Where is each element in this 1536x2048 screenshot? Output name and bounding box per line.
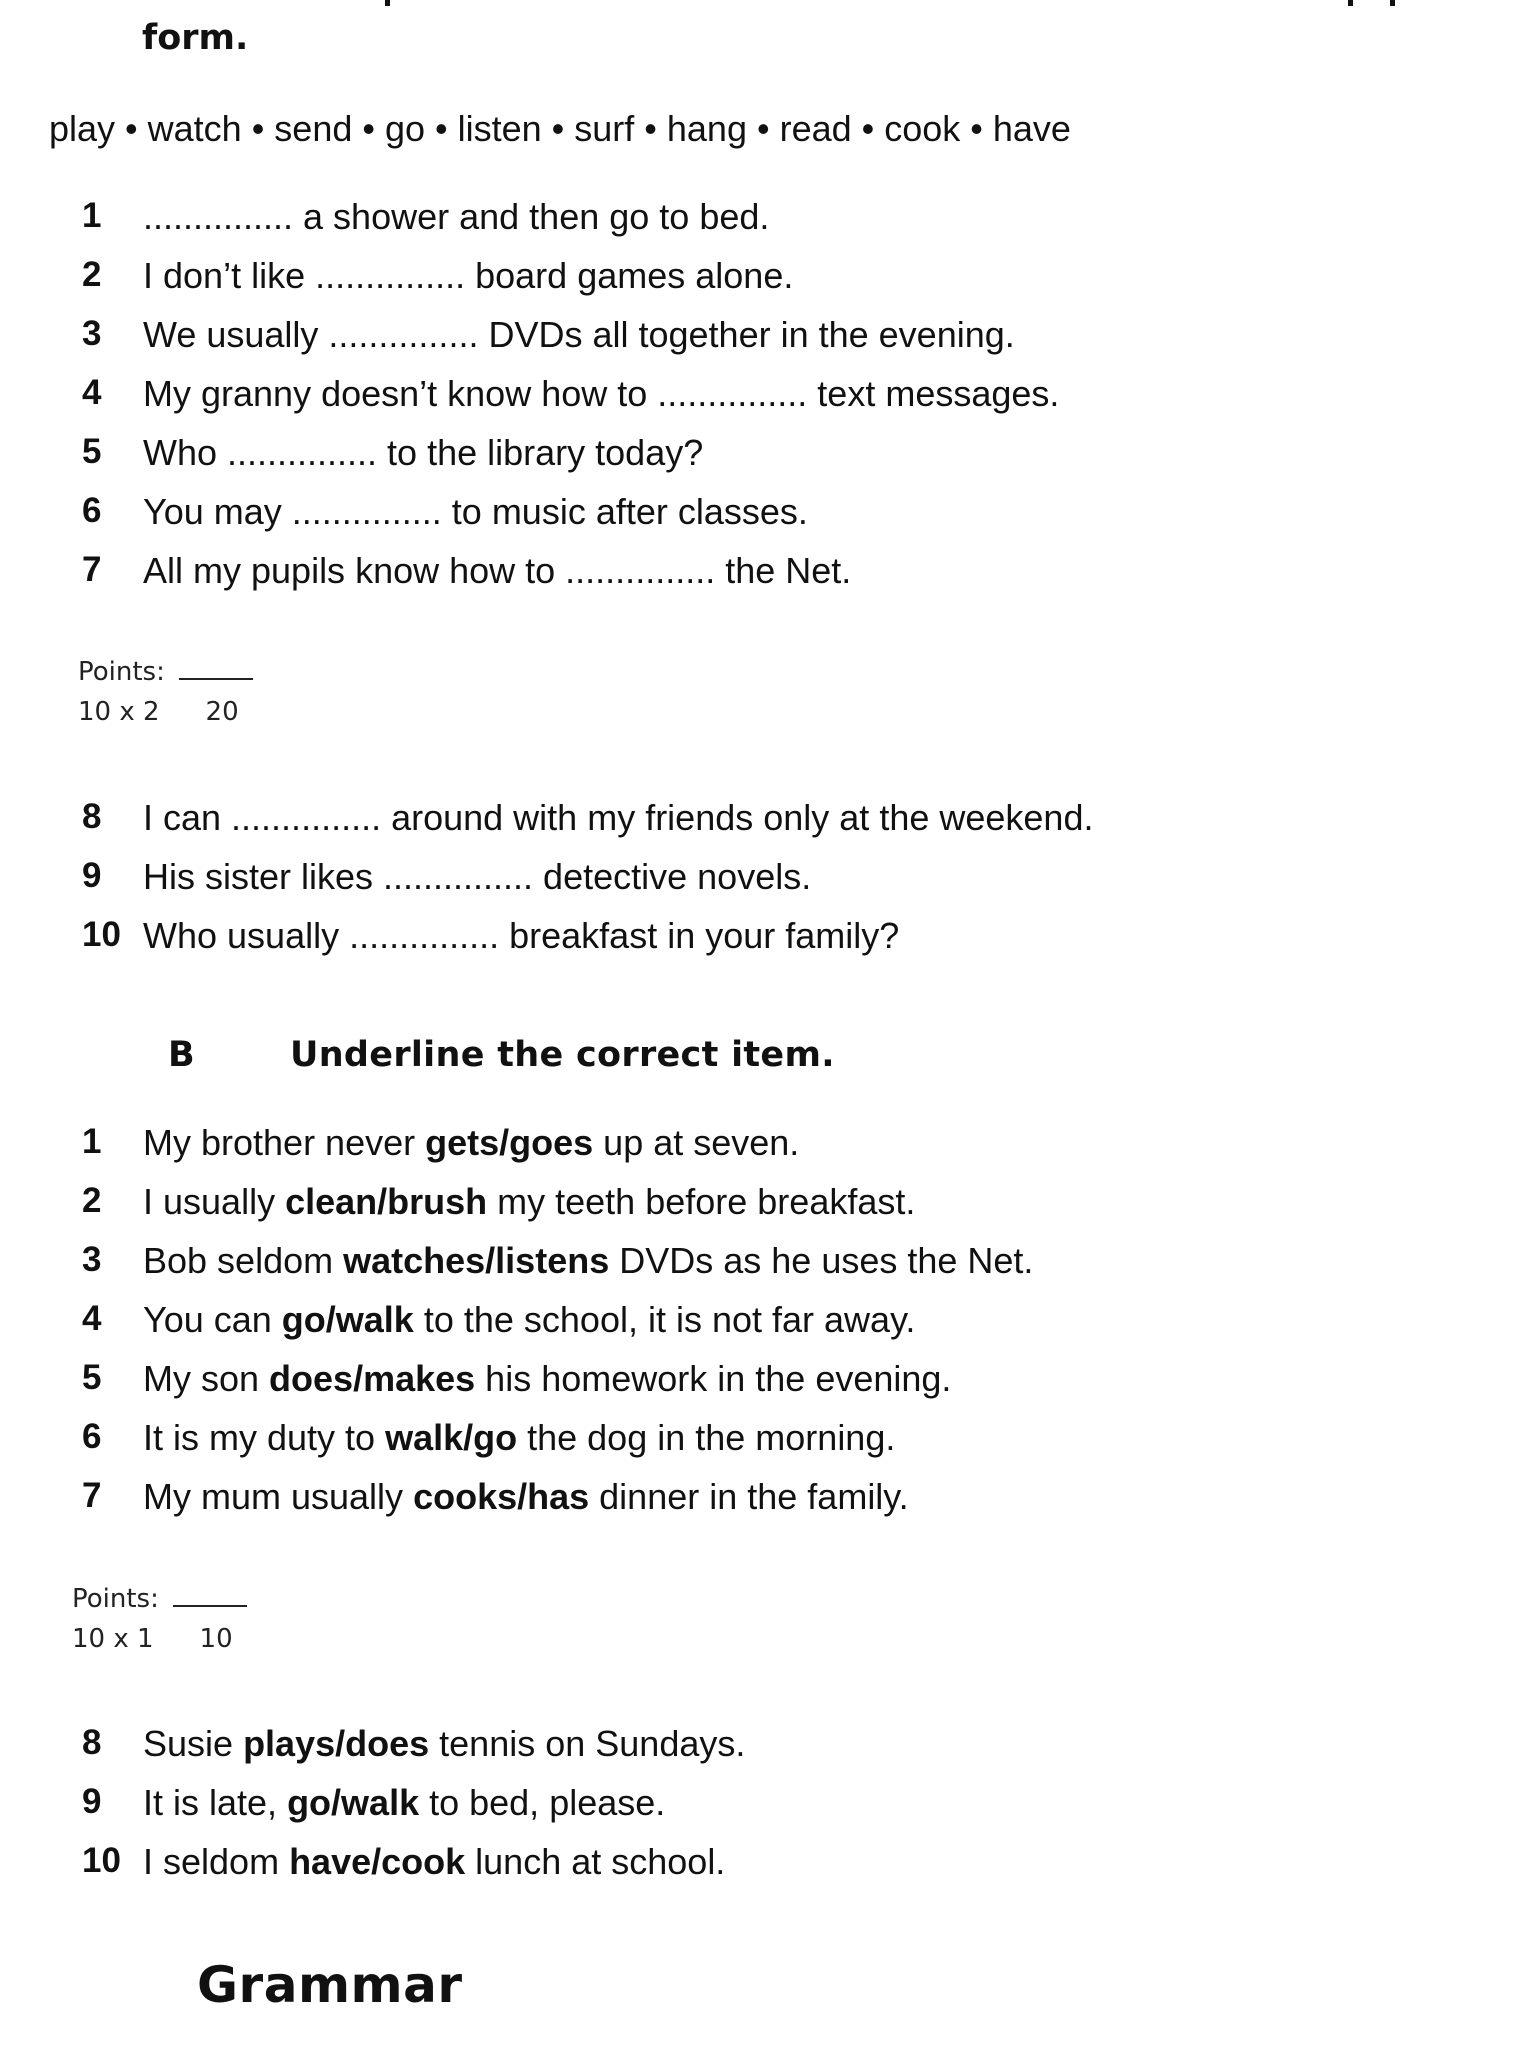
sentence-fragment: up at seven. (593, 1122, 800, 1163)
exercise-number: 1 (82, 196, 102, 235)
exercise-sentence (143, 196, 769, 238)
exercise-number: 10 (82, 915, 121, 954)
sentence-fragment: Who ............... to the library today? (143, 432, 704, 473)
sentence-fragment: My brother never (143, 1122, 426, 1163)
exercise-sentence (143, 1841, 725, 1883)
exercise-sentence (143, 1723, 745, 1765)
answer-choices[interactable]: does/makes (269, 1358, 476, 1399)
exercise-number: 8 (82, 1723, 102, 1762)
exercise-number: 6 (82, 1417, 102, 1456)
answer-choices[interactable]: plays/does (243, 1723, 430, 1764)
points-total: 20 (205, 697, 239, 727)
exercise-sentence (143, 915, 899, 957)
points-total: 10 (199, 1624, 233, 1654)
sentence-fragment: ............... a shower and then go to bed. (143, 196, 770, 237)
cropped-text-mark (1348, 0, 1353, 6)
sentence-fragment: Susie (143, 1723, 244, 1764)
exercise-number: 8 (82, 797, 102, 836)
sentence-fragment: His sister likes ............... detective novels. (143, 856, 812, 897)
exercise-number: 2 (82, 255, 102, 294)
exercise-sentence (143, 1181, 915, 1223)
section-b-title: Underline the correct item. (290, 1035, 835, 1075)
sentence-fragment: I seldom (143, 1841, 290, 1882)
answer-choices[interactable]: walk/go (385, 1417, 518, 1458)
points-box-b (72, 1579, 247, 1659)
answer-choices[interactable]: gets/goes (425, 1122, 594, 1163)
sentence-fragment: You may ............... to music after classes. (143, 491, 808, 532)
sentence-fragment: I don’t like ............... board games alone. (143, 255, 794, 296)
sentence-fragment: dinner in the family. (589, 1476, 909, 1517)
sentence-fragment: It is late, (143, 1782, 288, 1823)
exercise-number: 4 (82, 1299, 102, 1338)
exercise-number: 4 (82, 373, 102, 412)
answer-choices[interactable]: watches/listens (343, 1240, 610, 1281)
word-box: play • watch • send • go • listen • surf • hang • read • cook • have (49, 108, 1071, 149)
grammar-heading: Grammar (197, 1956, 463, 2014)
cropped-text-mark (385, 0, 390, 6)
sentence-fragment: tennis on Sundays. (429, 1723, 746, 1764)
section-a-heading-tail: form. (142, 18, 249, 58)
cropped-text-mark (1390, 0, 1395, 6)
exercise-sentence (143, 255, 793, 297)
sentence-fragment: My son (143, 1358, 270, 1399)
sentence-fragment: It is my duty to (143, 1417, 386, 1458)
exercise-sentence (143, 856, 811, 898)
exercise-number: 3 (82, 314, 102, 353)
points-formula: 10 x 2 (78, 697, 160, 727)
points-formula: 10 x 1 (72, 1624, 154, 1654)
points-box-a (78, 652, 253, 732)
exercise-sentence (143, 550, 851, 592)
points-label: Points: (72, 1584, 159, 1614)
exercise-number: 7 (82, 550, 102, 589)
sentence-fragment: lunch at school. (465, 1841, 726, 1882)
sentence-fragment: I can ............... around with my friends only at the weekend. (143, 797, 1094, 838)
exercise-sentence (143, 1358, 951, 1400)
exercise-number: 3 (82, 1240, 102, 1279)
exercise-sentence (143, 1240, 1033, 1282)
sentence-fragment: I usually (143, 1181, 286, 1222)
exercise-sentence (143, 1782, 665, 1824)
sentence-fragment: You can (143, 1299, 282, 1340)
exercise-sentence (143, 1417, 895, 1459)
section-b-letter: B (168, 1035, 195, 1075)
sentence-fragment: the dog in the morning. (517, 1417, 896, 1458)
sentence-fragment: All my pupils know how to ............... the Net. (143, 550, 852, 591)
exercise-number: 5 (82, 1358, 102, 1397)
points-label: Points: (78, 657, 165, 687)
sentence-fragment: My mum usually (143, 1476, 414, 1517)
sentence-fragment: My granny doesn’t know how to ............... text messages. (143, 373, 1060, 414)
points-blank[interactable] (179, 658, 253, 680)
answer-choices[interactable]: go/walk (287, 1782, 420, 1823)
answer-choices[interactable]: have/cook (289, 1841, 466, 1882)
exercise-sentence (143, 491, 808, 533)
exercise-sentence (143, 314, 1015, 356)
sentence-fragment: to the school, it is not far away. (413, 1299, 916, 1340)
points-blank[interactable] (173, 1585, 247, 1607)
exercise-number: 9 (82, 1782, 102, 1821)
sentence-fragment: DVDs as he uses the Net. (609, 1240, 1034, 1281)
exercise-sentence (143, 373, 1059, 415)
exercise-number: 9 (82, 856, 102, 895)
sentence-fragment: my teeth before breakfast. (487, 1181, 916, 1222)
exercise-sentence (143, 797, 1093, 839)
exercise-sentence (143, 1122, 799, 1164)
sentence-fragment: to bed, please. (419, 1782, 666, 1823)
exercise-sentence (143, 432, 703, 474)
exercise-number: 6 (82, 491, 102, 530)
sentence-fragment: his homework in the evening. (475, 1358, 952, 1399)
exercise-number: 2 (82, 1181, 102, 1220)
exercise-sentence (143, 1476, 909, 1518)
exercise-sentence (143, 1299, 915, 1341)
sentence-fragment: Who usually ............... breakfast in your family? (143, 915, 900, 956)
exercise-number: 7 (82, 1476, 102, 1515)
sentence-fragment: We usually ............... DVDs all together in the evening. (143, 314, 1015, 355)
answer-choices[interactable]: clean/brush (285, 1181, 488, 1222)
exercise-number: 5 (82, 432, 102, 471)
sentence-fragment: Bob seldom (143, 1240, 344, 1281)
exercise-number: 10 (82, 1841, 121, 1880)
answer-choices[interactable]: go/walk (281, 1299, 414, 1340)
answer-choices[interactable]: cooks/has (413, 1476, 590, 1517)
exercise-number: 1 (82, 1122, 102, 1161)
